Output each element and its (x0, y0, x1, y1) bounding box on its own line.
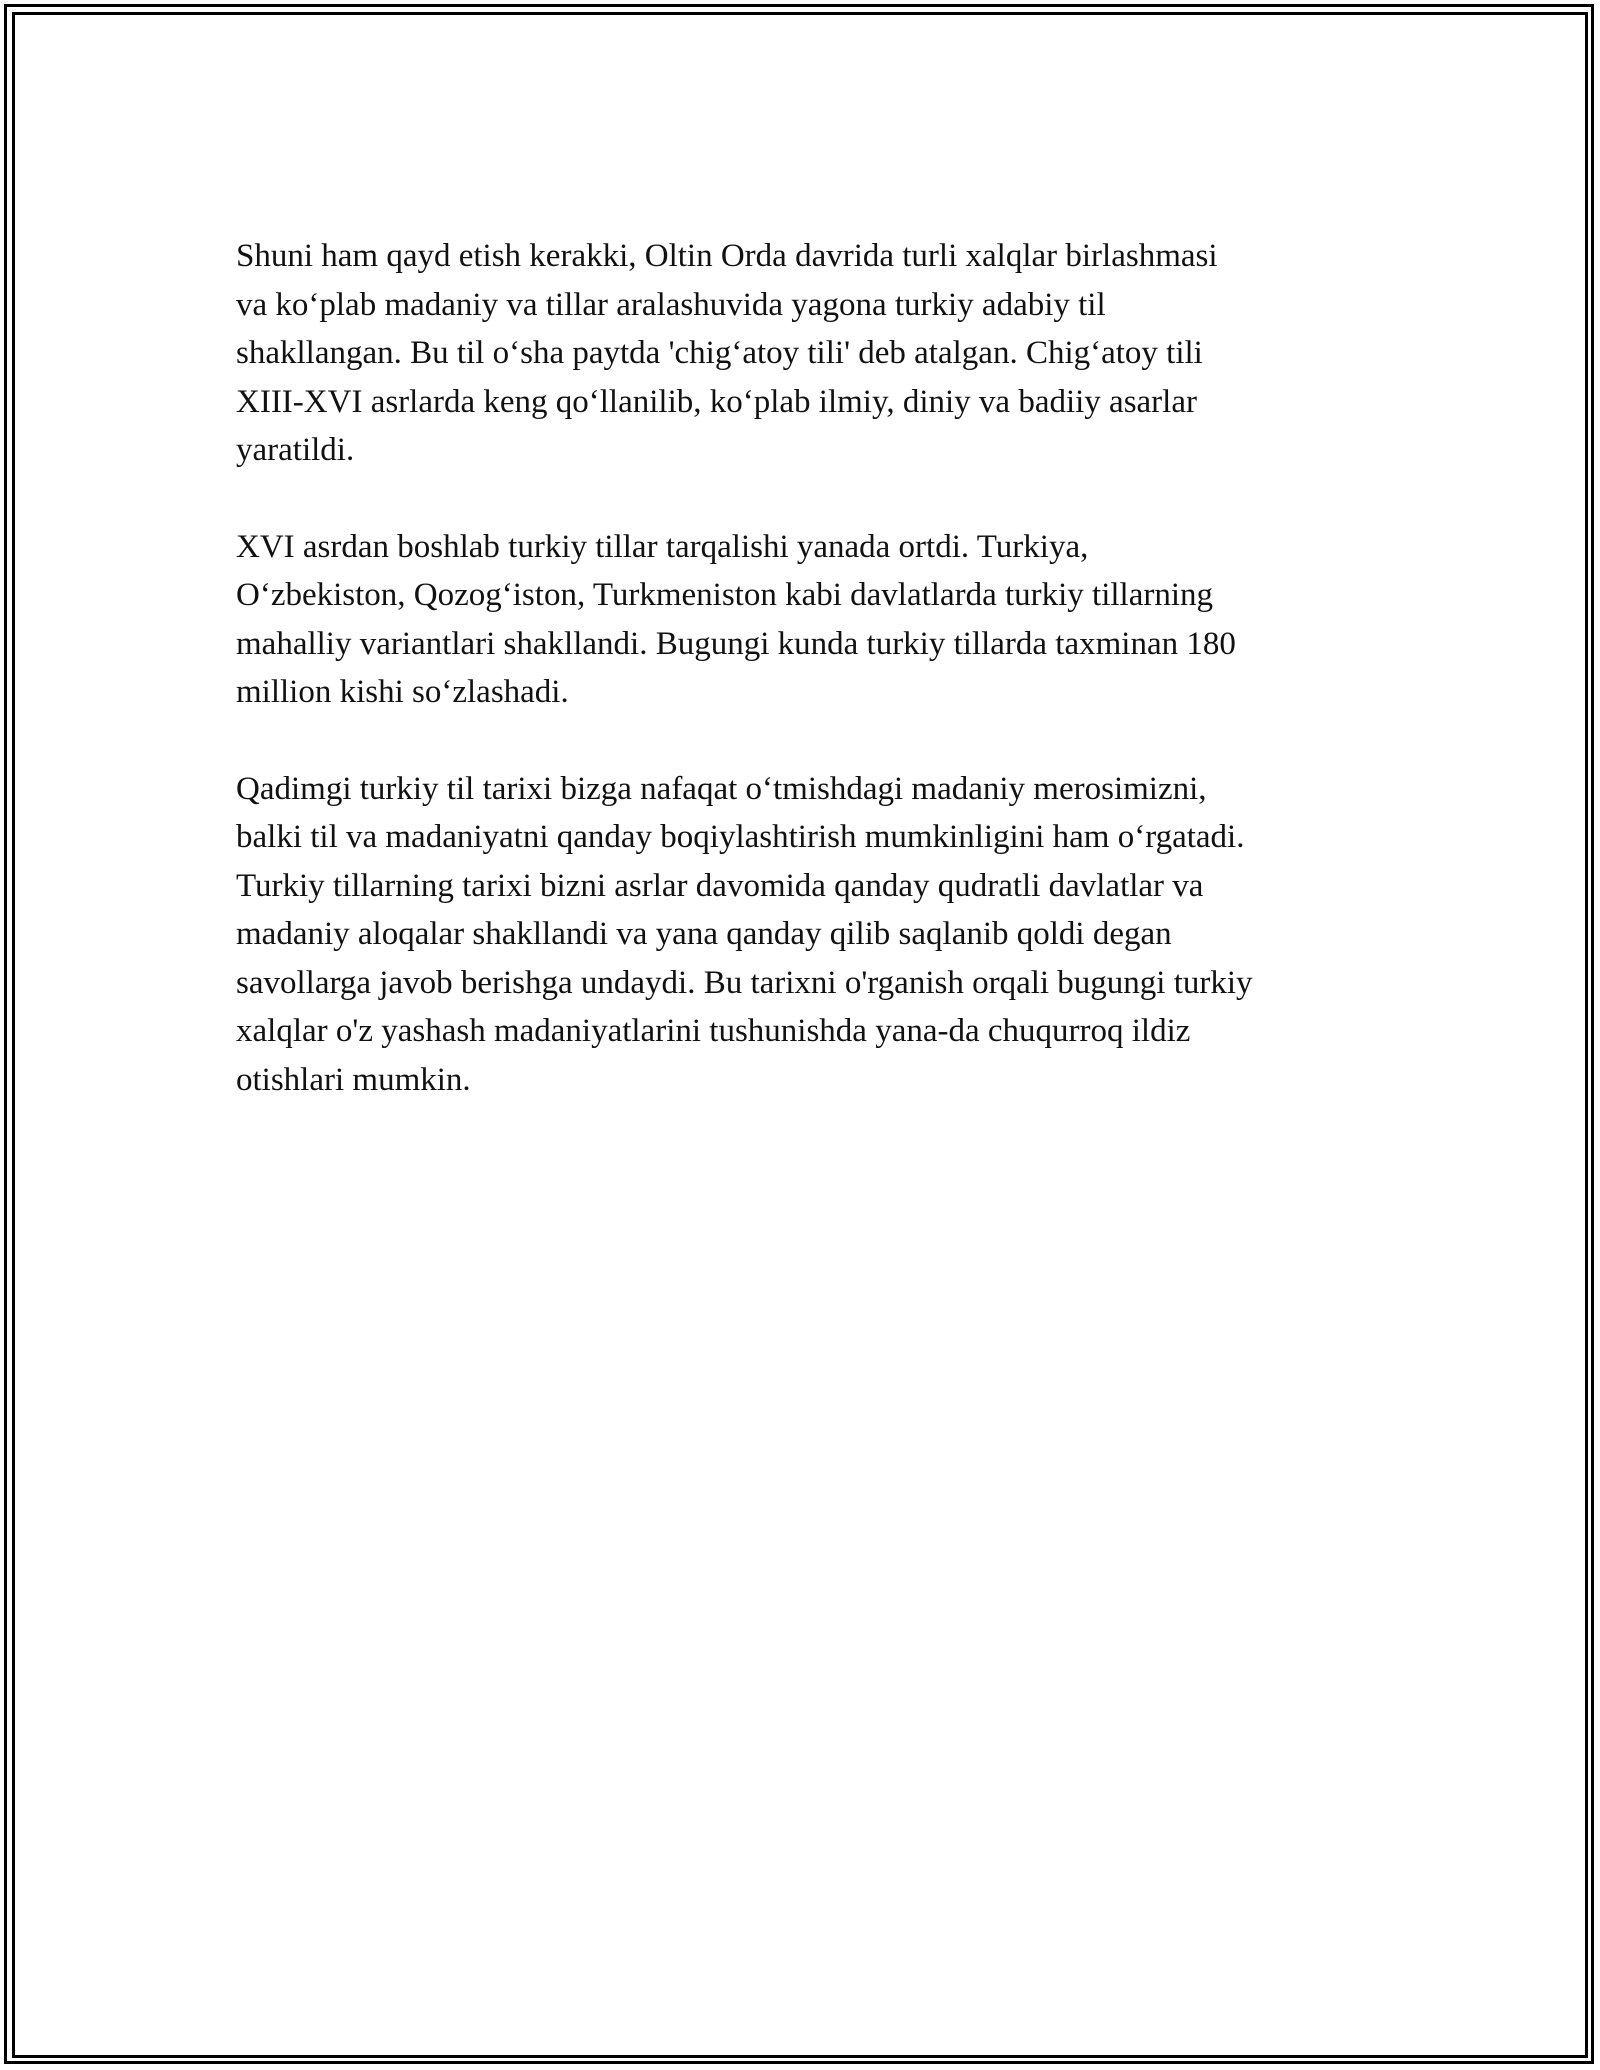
document-body (236, 232, 1376, 1152)
paragraph-2: XVI asrdan boshlab turkiy tillar tarqalishi yanada ortdi. Turkiya, O‘zbekiston, Qozog‘iston, Turkmeniston kabi davlatlarda turkiy tillarning mahalliy variantlari shakllandi. Bugungi kunda turkiy tillarda taxminan 180 million kishi so‘zlashadi. (236, 528, 1236, 710)
paragraph-3: Qadimgi turkiy til tarixi bizga nafaqat o‘tmishdagi madaniy merosimizni, balki til va madaniyatni qanday boqiylashtirish mumkinligini ham o‘rgatadi. Turkiy tillarning tarixi bizni asrlar davomida qanday qudratli davlatlar va madaniy aloqalar shakllandi va yana qanday qilib saqlanib qoldi degan savollarga javob berishga undaydi. Bu tarixni o'rganish orqali bugungi turkiy xalqlar o'z yashash madaniyatlarini tushunishda yana-da chuqurroq ildiz otishlari mumkin. (236, 770, 1253, 1098)
paragraph-1: Shuni ham qayd etish kerakki, Oltin Orda davrida turli xalqlar birlashmasi va ko‘plab madaniy va tillar aralashuvida yagona turkiy adabiy til shakllangan. Bu til o‘sha paytda 'chig‘atoy tili' deb atalgan. Chig‘atoy tili XIII-XVI asrlarda keng qo‘llanilib, ko‘plab ilmiy, diniy va badiiy asarlar yaratildi. (236, 238, 1218, 468)
